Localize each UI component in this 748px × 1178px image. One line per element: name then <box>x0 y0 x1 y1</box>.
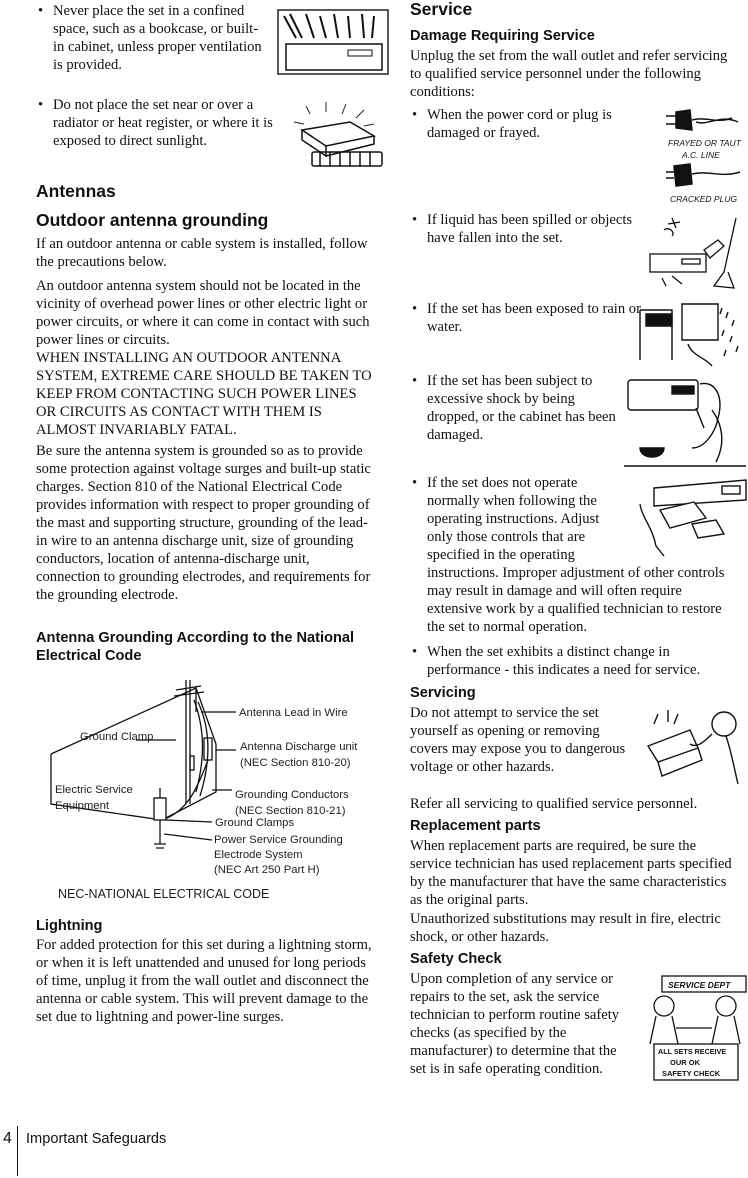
outdoor-paragraph-1: If an outdoor antenna or cable system is installed, follow the precautions below. <box>36 236 368 270</box>
outdoor-grounding-title: Outdoor antenna grounding <box>36 210 269 230</box>
plug-label-3: CRACKED PLUG <box>670 194 738 204</box>
label-discharge-section: (NEC Section 810-20) <box>240 757 351 769</box>
dropped-set-illustration <box>620 378 746 468</box>
footer-section: Important Safeguards <box>26 1131 167 1147</box>
plug-illustration <box>662 104 746 208</box>
page-footer <box>0 1126 748 1166</box>
nec-title: Antenna Grounding According to the National Electrical Code <box>36 630 355 664</box>
replacement-text-2: Unauthorized substitutions may result in fire, electric shock, or other hazards. <box>410 911 721 945</box>
footer-divider <box>17 1126 18 1176</box>
bullet-operate-text: If the set does not operate normally when following the operating instructions. Adjust only those controls that are specified in the operating instructions. Improper adjustment of other controls may result in damage and will often require extensive work by a qualified technician to restore the set to normal operation. <box>427 475 725 635</box>
servicing-refer: Refer all servicing to qualified service personnel. <box>410 796 698 812</box>
label-ground-clamps: Ground Clamps <box>215 817 295 829</box>
bullet-confined-space: • Never place the set in a confined space, such as a bookcase, or built-in cabinet, unless proper ventilation is provided. <box>36 2 268 74</box>
antennas-title: Antennas <box>36 181 116 201</box>
damage-title: Damage Requiring Service <box>410 28 595 44</box>
bullet-shock: • If the set has been subject to excessive shock by being dropped, or the cabinet has been damaged. <box>410 372 627 444</box>
grounding-diagram <box>36 672 376 904</box>
bookcase-illustration <box>276 8 390 76</box>
label-grounding-section: (NEC Section 810-21) <box>235 805 346 817</box>
operate-illustration <box>634 474 748 558</box>
replacement-title: Replacement parts <box>410 818 541 834</box>
label-ground-clamp: Ground Clamp <box>80 731 154 743</box>
service-title: Service <box>410 0 473 19</box>
servicing-illustration <box>642 704 748 786</box>
safety-check-illustration <box>640 972 748 1082</box>
rain-illustration <box>632 300 744 370</box>
plug-label-2: A.C. LINE <box>682 150 720 160</box>
bullet-performance: • When the set exhibits a distinct change in performance - this indicates a need for service. <box>410 643 740 679</box>
outdoor-warning-caps: WHEN INSTALLING AN OUTDOOR ANTENNA SYSTEM, EXTREME CARE SHOULD BE TAKEN TO KEEP FROM CONTACTING SUCH POWER LINES OR CIRCUITS AS CONTACT WITH THEM IS ALMOST INVARIABLY FATAL. <box>36 350 372 438</box>
spill-illustration <box>642 214 746 290</box>
damage-intro: Unplug the set from the wall outlet and refer servicing to qualified service personnel under the following conditions: <box>410 48 728 100</box>
bullet-radiator: • Do not place the set near or over a radiator or heat register, or where it is exposed to direct sunlight. <box>36 96 273 150</box>
safety-title: Safety Check <box>410 951 502 967</box>
sign-line-3: SAFETY CHECK <box>662 1069 721 1078</box>
servicing-text: Do not attempt to service the set yourself as opening or removing covers may expose you to dangerous voltage or other hazards. <box>410 705 626 775</box>
label-power-service: Power Service Grounding <box>214 834 343 846</box>
lightning-title: Lightning <box>36 918 103 934</box>
diagram-caption: NEC-NATIONAL ELECTRICAL CODE <box>58 887 270 901</box>
servicing-title: Servicing <box>410 685 476 701</box>
label-grounding-conductors: Grounding Conductors <box>235 789 349 801</box>
label-antenna-lead: Antenna Lead in Wire <box>239 707 348 719</box>
bullet-liquid: • If liquid has been spilled or objects have fallen into the set. <box>410 211 652 247</box>
label-discharge-unit: Antenna Discharge unit <box>240 741 358 753</box>
bullet-rain: • If the set has been exposed to rain or water. <box>410 300 642 336</box>
page-number: 4 <box>3 1130 12 1147</box>
radiator-illustration <box>276 100 392 168</box>
replacement-text: When replacement parts are required, be sure the service technician has used replacement parts specified by the manufacturer that have the same characteristics as the original parts. <box>410 838 732 908</box>
sign-line-1: ALL SETS RECEIVE <box>658 1047 727 1056</box>
outdoor-paragraph-3: Be sure the antenna system is grounded so as to provide some protection against voltage surges and built-up static charges. Section 810 of the National Electrical Code provides information with respect to proper grounding of the mast and supporting structure, grounding of the lead-in wire to an antenna discharge unit, size of grounding conductors, location of antenna-discharge unit, connection to grounding electrodes, and requirements for the grounding electrode. <box>36 443 371 603</box>
label-electrode-system: Electrode System <box>214 849 303 861</box>
label-equipment: Equipment <box>55 800 110 812</box>
safety-text: Upon completion of any service or repairs to the set, ask the service technician to perform routine safety checks (as specified by the manufacturer) to determine that the set is in safe operating condition. <box>410 971 620 1077</box>
label-electric-service: Electric Service <box>55 784 133 796</box>
bullet-power-cord: • When the power cord or plug is damaged or frayed. <box>410 106 652 142</box>
sign-service-dept: SERVICE DEPT <box>668 980 731 990</box>
label-nec-art: (NEC Art 250 Part H) <box>214 864 320 876</box>
lightning-text: For added protection for this set during a lightning storm, or when it is left unattended and unused for long periods of time, unplug it from the wall outlet and disconnect the antenna or cable system. This will prevent damage to the set due to lightning and power-line surges. <box>36 937 372 1025</box>
plug-label-1: FRAYED OR TAUT <box>668 138 741 148</box>
sign-line-2: OUR OK <box>670 1058 700 1067</box>
outdoor-paragraph-2: An outdoor antenna system should not be located in the vicinity of overhead power lines or other electric light or power circuits, or where it can come in contact with such power lines or circuits. <box>36 278 370 348</box>
